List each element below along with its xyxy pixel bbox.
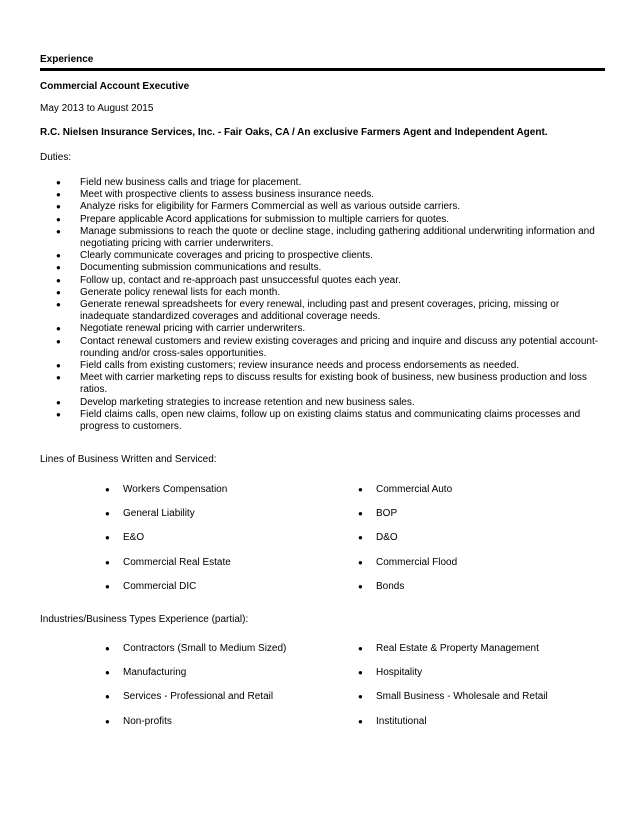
industry-label: Non-profits [123, 715, 172, 727]
section-title: Experience [40, 54, 94, 65]
bullet-icon: ● [105, 716, 110, 726]
duty-item: ● Generate renewal spreadsheets for every renewal, including past and present coverages, pricing, missing or inadequate standardized coverages and additional coverage needs. [40, 299, 600, 323]
bullet-icon: ● [358, 509, 363, 519]
industry-label: Real Estate & Property Management [376, 643, 539, 654]
duty-item: ● Develop marketing strategies to increase retention and new business sales. [40, 397, 600, 409]
bullet-icon: ● [105, 533, 110, 543]
line-of-business-label: BOP [376, 508, 398, 520]
duty-item: ● Contact renewal customers and review existing coverages and pricing and inquire and discuss any potential account-rounding and/or cross-sales opportunities. [40, 336, 600, 360]
bullet-icon: ● [358, 692, 363, 702]
line-of-business-label: D&O [376, 532, 398, 544]
bullet-icon: ● [358, 716, 363, 726]
bullet-icon: ● [358, 668, 363, 678]
industry-label: Manufacturing [123, 667, 187, 679]
line-of-business-label: Commercial Auto [376, 484, 453, 495]
duty-item: ● Manage submissions to reach the quote or decline stage, including gathering additional underwriting information and negotiating pricing with carrier underwriters. [40, 226, 600, 250]
bullet-icon: ● [358, 485, 363, 494]
bullet-icon: ● [105, 557, 110, 567]
industry-label: Small Business - Wholesale and Retail [376, 691, 548, 703]
duty-item: ● Meet with carrier marketing reps to discuss results for existing book of business, new business production and loss ratios. [40, 372, 600, 396]
industry-label: Services - Professional and Retail [123, 691, 274, 703]
bullet-icon: ● [105, 692, 110, 702]
duty-item: ● Field claims calls, open new claims, follow up on existing claims status and communicating claims processes and progress to customers. [40, 409, 600, 433]
duty-item: ● Field calls from existing customers; review insurance needs and process endorsements as needed. [40, 360, 600, 372]
bullet-icon: ● [105, 509, 110, 519]
bullet-icon: ● [358, 557, 363, 567]
section-divider [40, 68, 605, 71]
industries-label: Industries/Business Types Experience (partial): [40, 614, 249, 625]
duty-item: ● Field new business calls and triage for placement. [40, 177, 600, 189]
duty-item: ● Meet with prospective clients to assess business insurance needs. [40, 189, 600, 201]
line-of-business-label: Commercial Flood [376, 556, 458, 568]
bullet-icon: ● [358, 644, 363, 653]
employer: R.C. Nielsen Insurance Services, Inc. - Fair Oaks, CA / An exclusive Farmers Agent and Independent Agent. [40, 127, 548, 138]
job-dates: May 2013 to August 2015 [40, 103, 154, 114]
bullet-icon: ● [358, 533, 363, 543]
line-of-business-label: Commercial Real Estate [123, 556, 231, 568]
industry-label: Hospitality [376, 667, 423, 679]
duty-item: ● Analyze risks for eligibility for Farmers Commercial as well as various outside carriers. [40, 201, 600, 213]
bullet-icon: ● [358, 581, 363, 591]
duty-item: ● Generate policy renewal lists for each month. [40, 287, 600, 299]
bullet-icon: ● [105, 644, 110, 653]
line-of-business-label: Workers Compensation [123, 484, 228, 495]
duty-item: ● Documenting submission communications and results. [40, 262, 600, 274]
line-of-business-label: General Liability [123, 508, 195, 520]
bullet-icon: ● [105, 485, 110, 494]
job-title: Commercial Account Executive [40, 81, 190, 92]
industry-label: Contractors (Small to Medium Sized) [123, 643, 287, 654]
duty-item: ● Follow up, contact and re-approach past unsuccessful quotes each year. [40, 275, 600, 287]
duty-item: ● Negotiate renewal pricing with carrier underwriters. [40, 323, 600, 335]
bullet-icon: ● [105, 668, 110, 678]
line-of-business-label: Commercial DIC [123, 580, 197, 592]
bullet-icon: ● [105, 581, 110, 591]
line-of-business-label: Bonds [376, 580, 405, 592]
duty-item: ● Prepare applicable Acord applications for submission to multiple carriers for quotes. [40, 214, 600, 226]
line-of-business-label: E&O [123, 532, 145, 544]
duties-list [40, 177, 600, 433]
lines-label: Lines of Business Written and Serviced: [40, 454, 217, 465]
duty-item: ● Clearly communicate coverages and pricing to prospective clients. [40, 250, 600, 262]
duties-label: Duties: [40, 152, 72, 163]
industry-label: Institutional [376, 715, 427, 727]
